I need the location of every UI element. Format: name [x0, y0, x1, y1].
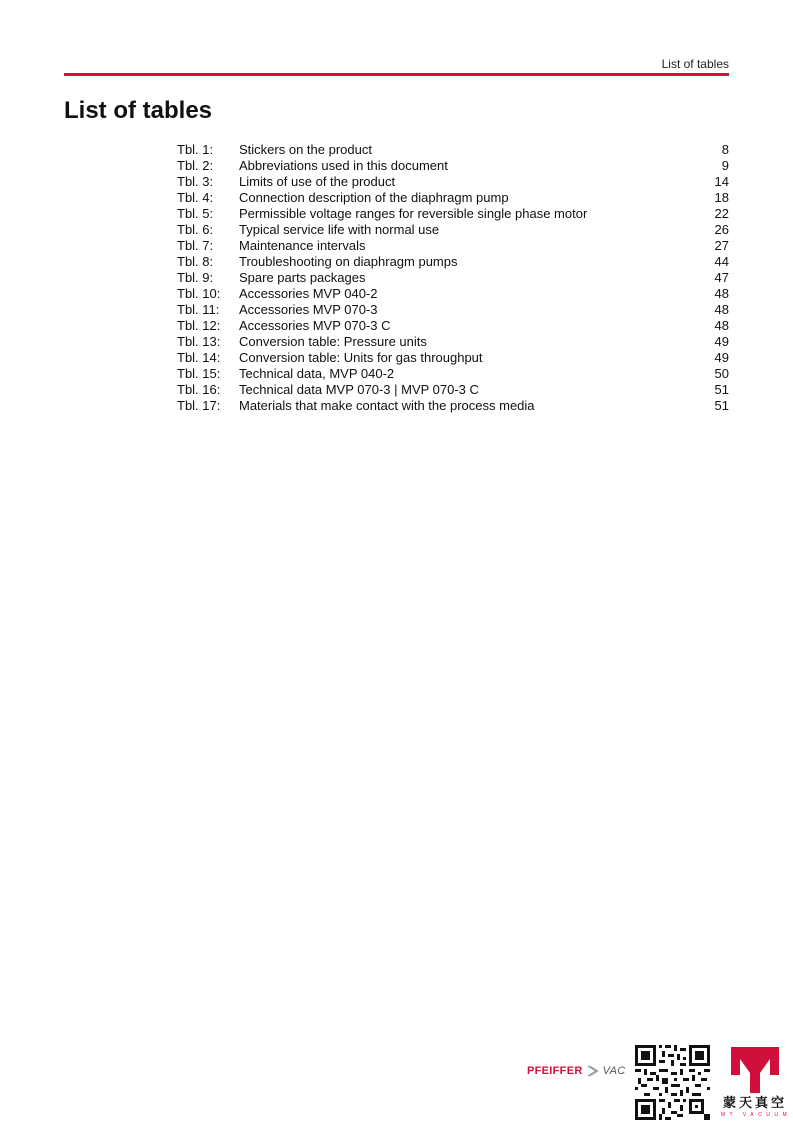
page-number: 48	[714, 318, 729, 333]
table-title: Troubleshooting on diaphragm pumps	[239, 254, 458, 269]
page-number: 50	[714, 366, 729, 381]
mt-vacuum-chinese-name: 蒙天真空	[722, 1095, 787, 1110]
table-number: Tbl. 1:	[177, 142, 214, 157]
pfeiffer-vacuum-logo	[527, 1061, 626, 1081]
page-number: 18	[714, 190, 729, 205]
table-title: Technical data MVP 070-3 | MVP 070-3 C	[239, 382, 479, 397]
running-header-title: List of tables	[661, 57, 729, 71]
table-title: Spare parts packages	[239, 270, 366, 285]
table-number: Tbl. 4:	[177, 190, 214, 205]
page-number: 44	[714, 254, 729, 269]
page-number: 49	[714, 350, 729, 365]
table-number: Tbl. 3:	[177, 174, 214, 189]
table-number: Tbl. 9:	[177, 270, 214, 285]
table-list-entry[interactable]	[177, 366, 729, 382]
page-number: 51	[714, 382, 729, 397]
header-rule	[64, 73, 729, 76]
table-number: Tbl. 10:	[177, 286, 221, 301]
table-title: Accessories MVP 070-3 C	[239, 318, 391, 333]
page-number: 9	[721, 158, 729, 173]
table-list-entry[interactable]	[177, 302, 729, 318]
table-title: Maintenance intervals	[239, 238, 366, 253]
table-number: Tbl. 17:	[177, 398, 221, 413]
table-list-entry[interactable]	[177, 206, 729, 222]
table-title: Typical service life with normal use	[239, 222, 440, 237]
table-title: Connection description of the diaphragm pump	[239, 190, 509, 205]
table-number: Tbl. 15:	[177, 366, 221, 381]
table-title: Stickers on the product	[239, 142, 372, 157]
table-list-entry[interactable]	[177, 318, 729, 334]
table-number: Tbl. 14:	[177, 350, 221, 365]
page-number: 49	[714, 334, 729, 349]
table-list-entry[interactable]	[177, 158, 729, 174]
page-number: 27	[714, 238, 729, 253]
table-number: Tbl. 11:	[177, 302, 220, 317]
qr-code-icon	[635, 1045, 710, 1120]
table-list-entry[interactable]	[177, 286, 729, 302]
table-title: Limits of use of the product	[239, 174, 396, 189]
table-title: Accessories MVP 040-2	[239, 286, 378, 301]
table-title: Abbreviations used in this document	[239, 158, 448, 173]
table-number: Tbl. 7:	[177, 238, 214, 253]
page-number: 47	[714, 270, 729, 285]
table-list-entry[interactable]	[177, 382, 729, 398]
table-number: Tbl. 2:	[177, 158, 214, 173]
mt-vacuum-subtitle: MT VACUUM	[720, 1112, 792, 1118]
page-number: 51	[714, 398, 729, 413]
page-number: 8	[721, 142, 729, 157]
mt-vacuum-logo-icon	[717, 1045, 793, 1122]
table-number: Tbl. 13:	[177, 334, 221, 349]
table-list-entry[interactable]	[177, 190, 729, 206]
table-title: Conversion table: Pressure units	[239, 334, 427, 349]
table-list-entry[interactable]	[177, 254, 729, 270]
table-list-entry[interactable]	[177, 222, 729, 238]
pfeiffer-wordmark: PFEIFFER	[527, 1065, 583, 1077]
table-list-entry[interactable]	[177, 142, 729, 158]
table-number: Tbl. 8:	[177, 254, 214, 269]
table-title: Conversion table: Units for gas throughput	[239, 350, 483, 365]
table-list-entry[interactable]	[177, 270, 729, 286]
pfeiffer-chevron-icon	[587, 1064, 599, 1078]
table-title: Materials that make contact with the process media	[239, 398, 535, 413]
page-number: 48	[714, 302, 729, 317]
table-list-entry[interactable]	[177, 174, 729, 190]
table-title: Accessories MVP 070-3	[239, 302, 378, 317]
vacuum-wordmark: VAC	[602, 1065, 626, 1077]
list-of-tables	[177, 142, 729, 414]
page-number: 22	[714, 206, 729, 221]
table-number: Tbl. 6:	[177, 222, 214, 237]
page-number: 14	[714, 174, 729, 189]
table-list-entry[interactable]	[177, 334, 729, 350]
table-list-entry[interactable]	[177, 238, 729, 254]
table-title: Permissible voltage ranges for reversible single phase motor	[239, 206, 588, 221]
page-title: List of tables	[64, 97, 213, 124]
table-number: Tbl. 12:	[177, 318, 221, 333]
table-number: Tbl. 16:	[177, 382, 221, 397]
table-list-entry[interactable]	[177, 350, 729, 366]
page-number: 48	[714, 286, 729, 301]
table-number: Tbl. 5:	[177, 206, 214, 221]
page-number: 26	[714, 222, 729, 237]
table-list-entry[interactable]	[177, 398, 729, 414]
table-title: Technical data, MVP 040-2	[239, 366, 395, 381]
